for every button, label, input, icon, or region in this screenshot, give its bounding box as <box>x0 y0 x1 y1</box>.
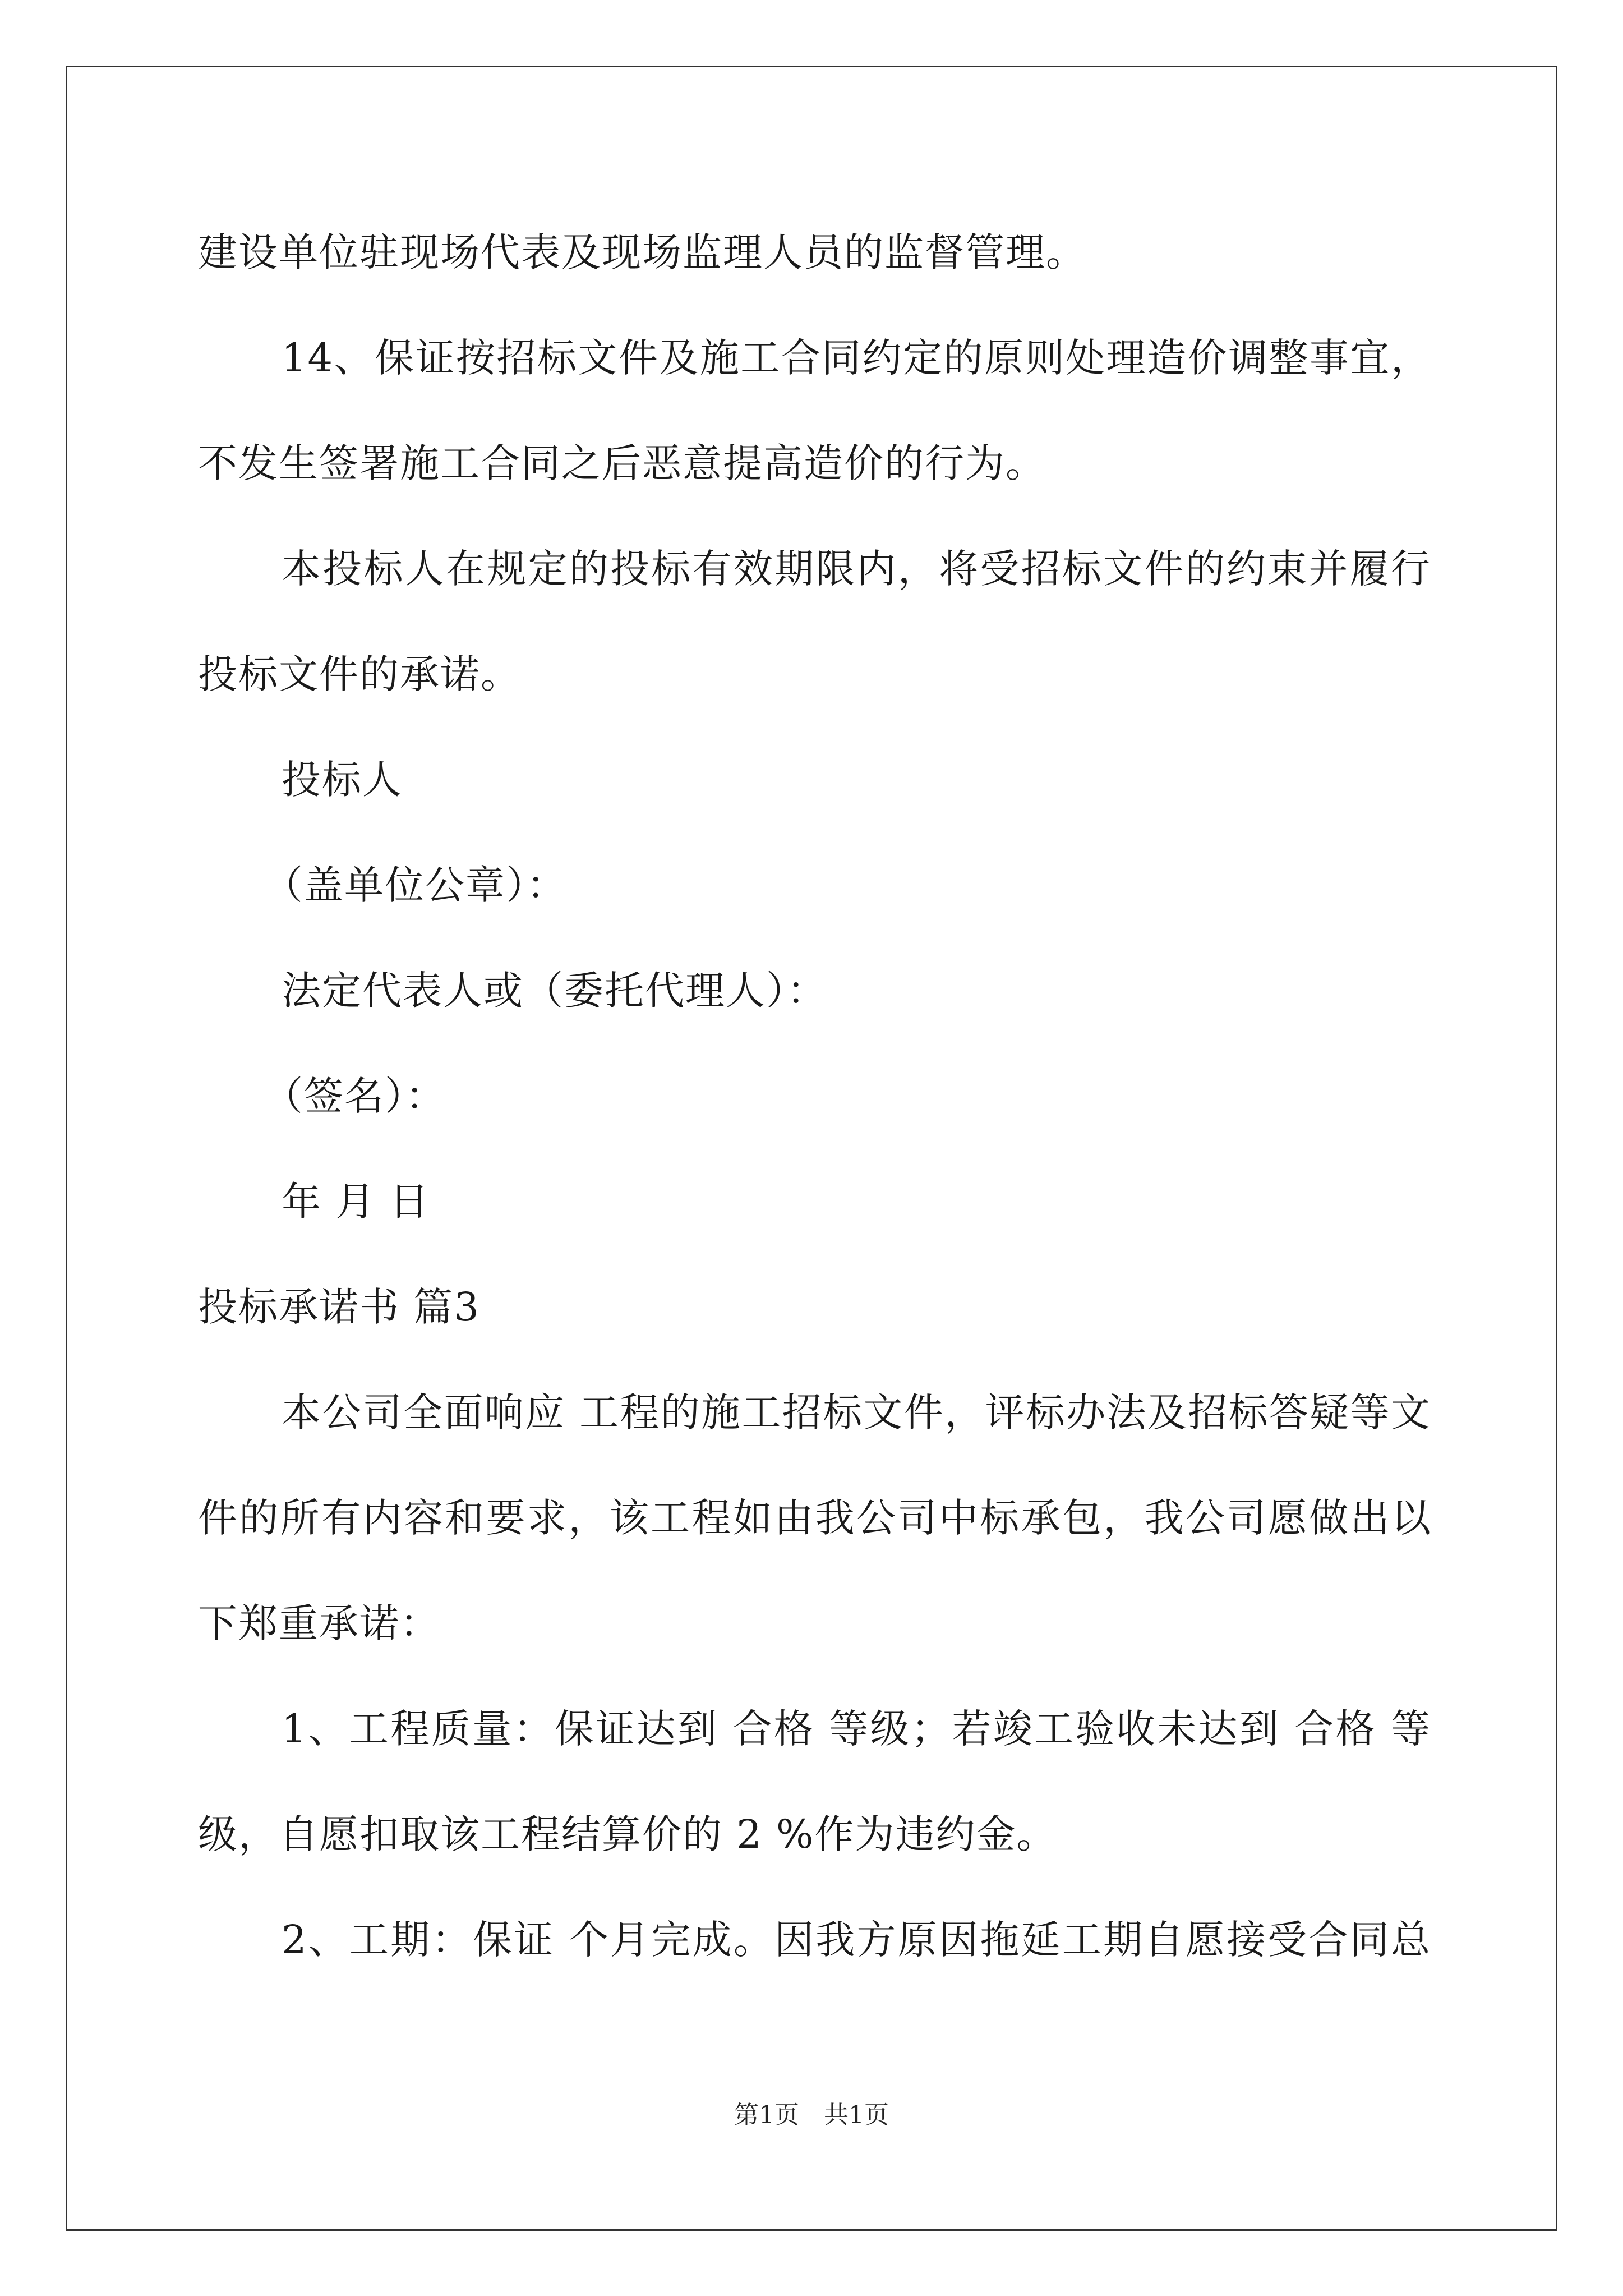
text-line: 建设单位驻现场代表及现场监理人员的监督管理。 <box>198 229 1086 275</box>
text-line: 本公司全面响应 工程的施工招标文件，评标办法及招标答疑等文 <box>282 1389 1431 1435</box>
text-line: 下郑重承诺： <box>198 1600 440 1646</box>
text-line: 投标人 <box>282 757 403 803</box>
text-line: 件的所有内容和要求，该工程如由我公司中标承包，我公司愿做出以 <box>198 1495 1432 1541</box>
text-line: 级，自愿扣取该工程结算价的 2 %作为违约金。 <box>198 1811 1057 1857</box>
text-line: 1、工程质量：保证达到 合格 等级；若竣工验收未达到 合格 等 <box>282 1706 1431 1752</box>
text-line: 年 月 日 <box>282 1179 430 1225</box>
text-line: 2、工期：保证 个月完成。因我方原因拖延工期自愿接受合同总 <box>282 1917 1431 1963</box>
text-line: （盖单位公章）： <box>264 862 567 908</box>
text-line: 14、保证按招标文件及施工合同约定的原则处理造价调整事宜， <box>282 335 1431 381</box>
page-footer: 第1页 共1页 <box>734 2101 889 2129</box>
section-heading: 投标承诺书 篇3 <box>198 1284 480 1330</box>
text-line: 投标文件的承诺。 <box>198 651 521 697</box>
text-line: 法定代表人或（委托代理人）： <box>282 968 827 1014</box>
text-line: （签名）： <box>264 1073 446 1119</box>
text-line: 本投标人在规定的投标有效期限内，将受招标文件的约束并履行 <box>282 546 1431 592</box>
text-line: 不发生签署施工合同之后恶意提高造价的行为。 <box>198 440 1046 486</box>
page-border <box>66 66 1557 2231</box>
